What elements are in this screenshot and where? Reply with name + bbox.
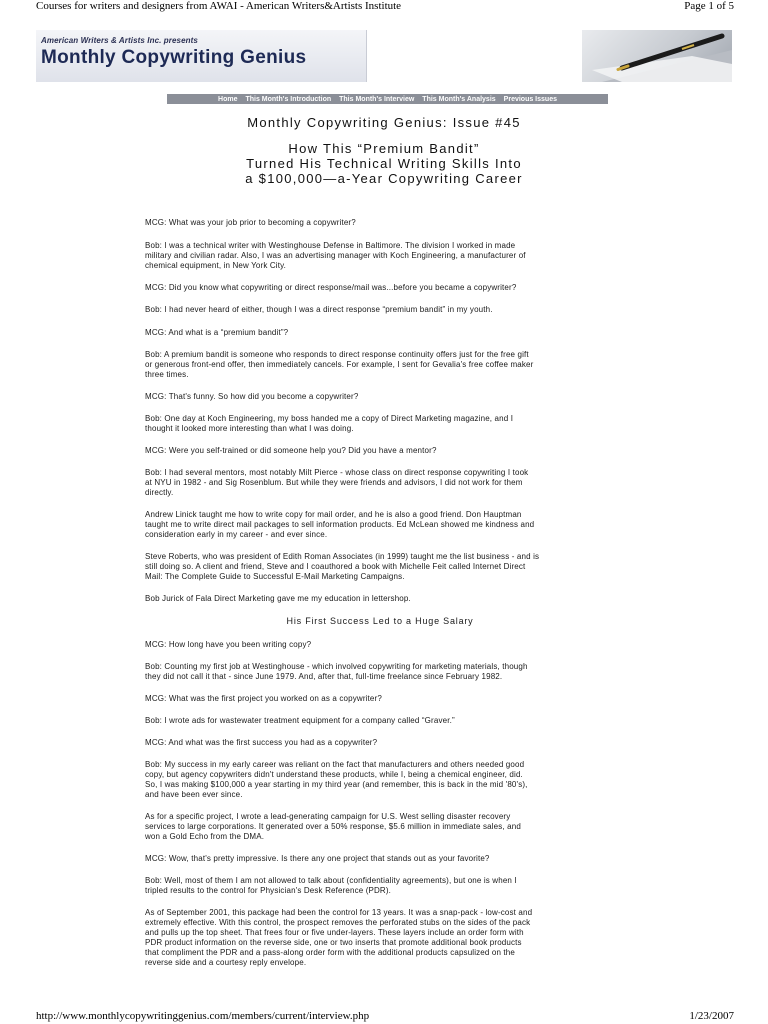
nav-this-months-introduction[interactable]: This Month's Introduction xyxy=(245,95,332,103)
paragraph-line: three times. xyxy=(145,370,189,379)
paragraph-line: Bob: I had never heard of either, though I was a direct response “premium bandit” in my youth. xyxy=(145,305,493,314)
paragraph-line: consideration early in my career - and ever since. xyxy=(145,530,328,539)
paragraph-line: tripled results to the control for Physician's Desk Reference (PDR). xyxy=(145,886,392,895)
paragraph-line: Mail: The Complete Guide to Successful E-Mail Marketing Campaigns. xyxy=(145,572,405,581)
paragraph-line: services to large corporations. It generated over a 50% response, $5.6 million in immediate sales, and xyxy=(145,822,521,831)
paragraph-line: chemical equipment, in New York City. xyxy=(145,261,287,270)
pen-and-paper-photo xyxy=(582,30,732,82)
paragraph-line: or generous front-end offer, then immediately cancels. For example, I sent for Gevalia's free coffee maker xyxy=(145,360,534,369)
paragraph-line: Bob: I was a technical writer with Westinghouse Defense in Baltimore. The division I worked in made xyxy=(145,241,516,250)
interview-answer xyxy=(145,350,625,380)
interview-question xyxy=(145,328,625,338)
print-page-title: Courses for writers and designers from AWAI - American Writers&Artists Institute xyxy=(36,0,402,12)
nav-home[interactable]: Home xyxy=(218,95,238,103)
paragraph-line: As for a specific project, I wrote a lead-generating campaign for U.S. West selling disaster recovery xyxy=(145,812,511,821)
pen-icon xyxy=(582,30,732,82)
paragraph-line: and pulls up the top sheet. That frees four or five under-layers. These layers include an order form with xyxy=(145,928,524,937)
print-footer xyxy=(0,1010,768,1024)
paragraph-line: As of September 2001, this package had been the control for 13 years. It was a snap-pack - low-cost and xyxy=(145,908,533,917)
paragraph-line: Andrew Linick taught me how to write copy for mail order, and he is also a good friend. Don Hauptman xyxy=(145,510,522,519)
paragraph-line: won a Gold Echo from the DMA. xyxy=(145,832,265,841)
paragraph-line: thought it looked more interesting than what I was doing. xyxy=(145,424,354,433)
print-url: http://www.monthlycopywritinggenius.com/members/current/interview.php xyxy=(36,1010,370,1022)
masthead-banner xyxy=(36,30,732,82)
interview-question xyxy=(145,392,625,402)
interview-answer xyxy=(145,510,625,540)
paragraph-line: MCG: And what is a “premium bandit”? xyxy=(145,328,289,337)
paragraph-line: Bob: I had several mentors, most notably Milt Pierce - whose class on direct response copywriting I took xyxy=(145,468,529,477)
paragraph-line: PDR product information on the reverse side, one or two inserts that promote additional book products xyxy=(145,938,522,947)
interview-answer xyxy=(145,552,625,582)
paragraph-line: Bob: Well, most of them I am not allowed to talk about (confidentiality agreements), but one is when I xyxy=(145,876,517,885)
interview-answer xyxy=(145,812,625,842)
interview-answer xyxy=(145,662,625,682)
headline-line: How This “Premium Bandit” xyxy=(288,141,480,156)
logo-presents-text: American Writers & Artists Inc. presents xyxy=(41,36,198,45)
section-heading: His First Success Led to a Huge Salary xyxy=(286,616,474,626)
interview-question xyxy=(145,446,625,456)
paragraph-line: Steve Roberts, who was president of Edith Roman Associates (in 1999) taught me the list business - and is xyxy=(145,552,540,561)
main-navigation xyxy=(167,94,608,104)
paragraph-line: Bob: One day at Koch Engineering, my boss handed me a copy of Direct Marketing magazine, and I xyxy=(145,414,514,423)
paragraph-line: MCG: Wow, that's pretty impressive. Is there any one project that stands out as your favorite? xyxy=(145,854,490,863)
paragraph-line: MCG: That's funny. So how did you become a copywriter? xyxy=(145,392,359,401)
interview-answer xyxy=(145,241,625,271)
paragraph-line: So, I was making $100,000 a year starting in my third year (and remember, this is back in the mid '80's), xyxy=(145,780,528,789)
nav-this-months-analysis[interactable]: This Month's Analysis xyxy=(422,95,496,103)
paragraph-line: that compliment the PDR and a pass-along order form with the additional products capsulized on the xyxy=(145,948,516,957)
paragraph-line: MCG: What was your job prior to becoming a copywriter? xyxy=(145,218,356,227)
paragraph-line: at NYU in 1982 - and Sig Rosenblum. But while they were friends and advisors, I did not work for them xyxy=(145,478,523,487)
interview-answer xyxy=(145,908,625,968)
interview-question xyxy=(145,218,625,228)
article-headline xyxy=(0,141,768,186)
interview-answer xyxy=(145,414,625,434)
paragraph-line: Bob: A premium bandit is someone who responds to direct response continuity offers just for the free gift xyxy=(145,350,529,359)
headline-line: Turned His Technical Writing Skills Into xyxy=(246,156,522,171)
paragraph-line: directly. xyxy=(145,488,174,497)
paragraph-line: reverse side and a courtesy reply envelope. xyxy=(145,958,307,967)
paragraph-line: Bob Jurick of Fala Direct Marketing gave me my education in lettershop. xyxy=(145,594,411,603)
paragraph-line: copy, but agency copywriters didn't understand these products, while I, being a chemical engineer, did. xyxy=(145,770,523,779)
interview-question xyxy=(145,738,625,748)
paragraph-line: MCG: What was the first project you worked on as a copywriter? xyxy=(145,694,382,703)
paragraph-line: MCG: How long have you been writing copy? xyxy=(145,640,312,649)
paragraph-line: military and civilian radar. Also, I was an advertising manager with Koch Engineering, a manufacturer of xyxy=(145,251,526,260)
interview-question xyxy=(145,640,625,650)
interview-answer xyxy=(145,305,625,315)
paragraph-line: Bob: My success in my early career was reliant on the fact that manufacturers and others needed good xyxy=(145,760,525,769)
print-page-number: Page 1 of 5 xyxy=(684,0,734,12)
interview-question xyxy=(145,694,625,704)
print-date: 1/23/2007 xyxy=(689,1010,734,1022)
paragraph-line: Bob: Counting my first job at Westinghouse - which involved copywriting for marketing materials, though xyxy=(145,662,528,671)
paragraph-line: taught me to write direct mail packages to sell information products. Ed McLean showed me kindness and xyxy=(145,520,535,529)
paragraph-line: MCG: And what was the first success you had as a copywriter? xyxy=(145,738,378,747)
interview-answer xyxy=(145,594,625,604)
interview-answer xyxy=(145,468,625,498)
interview-question xyxy=(145,854,625,864)
site-logo[interactable] xyxy=(36,30,367,82)
logo-publication-name: Monthly Copywriting Genius xyxy=(41,47,307,68)
headline-line: a $100,000—a-Year Copywriting Career xyxy=(245,171,523,186)
paragraph-line: Bob: I wrote ads for wastewater treatment equipment for a company called “Graver.” xyxy=(145,716,455,725)
nav-this-months-interview[interactable]: This Month's Interview xyxy=(339,95,415,103)
paragraph-line: they did not call it that - since June 1979. And, after that, full-time freelance since February 1982. xyxy=(145,672,503,681)
paragraph-line: extremely effective. With this control, the prospect removes the perforated stubs on the sides of the pack xyxy=(145,918,531,927)
interview-answer xyxy=(145,760,625,800)
nav-previous-issues[interactable]: Previous Issues xyxy=(503,95,557,103)
interview-question xyxy=(145,283,625,293)
issue-title: Monthly Copywriting Genius: Issue #45 xyxy=(247,115,521,130)
paragraph-line: and have been ever since. xyxy=(145,790,243,799)
interview-answer xyxy=(145,876,625,896)
print-header xyxy=(0,0,768,14)
paragraph-line: MCG: Did you know what copywriting or direct response/mail was...before you became a copywriter? xyxy=(145,283,517,292)
interview-answer xyxy=(145,716,625,726)
paragraph-line: MCG: Were you self-trained or did someone help you? Did you have a mentor? xyxy=(145,446,437,455)
paragraph-line: still doing so. A client and friend, Steve and I coauthored a book with Michelle Feit called Internet Direct xyxy=(145,562,526,571)
